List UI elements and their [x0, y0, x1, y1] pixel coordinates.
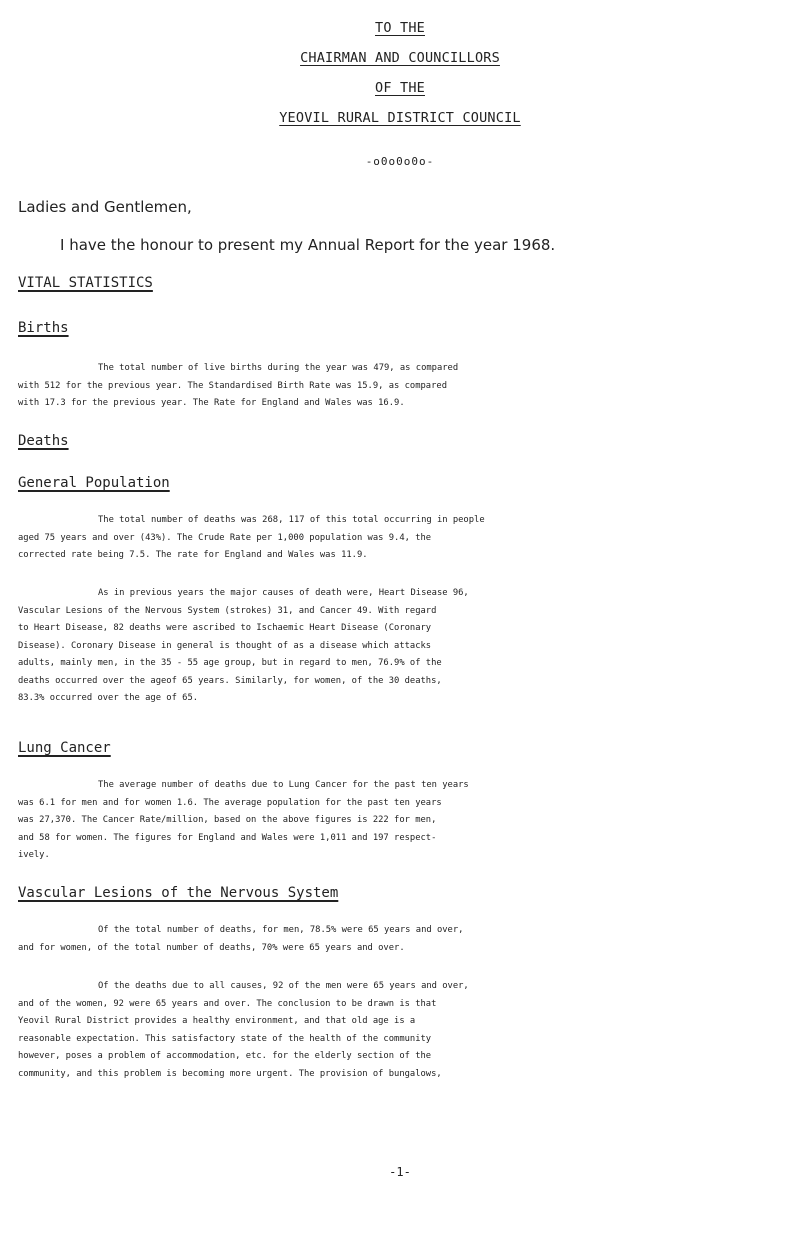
general-population-paragraph-1: [18, 512, 798, 565]
header-chairman-councillors: CHAIRMAN AND COUNCILLORS: [300, 50, 500, 66]
header-to-the: TO THE: [375, 20, 425, 36]
vascular-lesions-p2-line-5: however, poses a problem of accommodation, etc. for the elderly section of the: [18, 1051, 432, 1061]
general-population-p1-line-1: The total number of deaths was 268, 117 of this total occurring in people: [98, 515, 485, 525]
vascular-lesions-p2-line-6: community, and this problem is becoming more urgent. The provision of bungalows,: [18, 1068, 442, 1079]
general-population-p2-line-3: to Heart Disease, 82 deaths were ascribed to Ischaemic Heart Disease (Coronary: [18, 623, 432, 633]
lung-cancer-heading: Lung Cancer: [18, 740, 111, 756]
lung-cancer-line-1: The average number of deaths due to Lung Cancer for the past ten years: [98, 780, 469, 790]
general-population-p1-line-3: corrected rate being 7.5. The rate for England and Wales was 11.9.: [18, 550, 368, 560]
salutation: Ladies and Gentlemen,: [18, 198, 192, 216]
vascular-lesions-p2-line-3: Yeovil Rural District provides a healthy environment, and that old age is a: [18, 1016, 416, 1026]
general-population-p2-line-2: Vascular Lesions of the Nervous System (strokes) 31, and Cancer 49. With regard: [18, 605, 437, 616]
lung-cancer-line-4: and 58 for women. The figures for England and Wales were 1,011 and 197 respect-: [18, 832, 437, 843]
page-number: -1-: [389, 1165, 411, 1179]
general-population-p2-line-5: adults, mainly men, in the 35 - 55 age group, but in regard to men, 76.9% of the: [18, 658, 442, 668]
lung-cancer-line-3: was 27,370. The Cancer Rate/million, based on the above figures is 222 for men,: [18, 815, 437, 825]
births-line-3: with 17.3 for the previous year. The Rate for England and Wales was 16.9.: [18, 398, 405, 408]
general-population-p2-line-1: As in previous years the major causes of death were, Heart Disease 96,: [98, 588, 469, 598]
vascular-lesions-p1-line-1: Of the total number of deaths, for men, 78.5% were 65 years and over,: [98, 925, 464, 935]
intro-sentence: I have the honour to present my Annual Report for the year 1968.: [60, 236, 556, 254]
general-population-p2-line-6: deaths occurred over the ageof 65 years. Similarly, for women, of the 30 deaths,: [18, 675, 442, 686]
vascular-lesions-p2-line-2: and of the women, 92 were 65 years and over. The conclusion to be drawn is that: [18, 998, 437, 1009]
general-population-paragraph-2: [18, 585, 798, 708]
vascular-lesions-p2-line-1: Of the deaths due to all causes, 92 of the men were 65 years and over,: [98, 981, 469, 991]
births-line-1: The total number of live births during the year was 479, as compared: [98, 363, 459, 373]
vascular-lesions-p2-line-4: reasonable expectation. This satisfactory state of the health of the community: [18, 1033, 432, 1044]
deaths-heading: Deaths: [18, 433, 69, 449]
general-population-p1-line-2: aged 75 years and over (43%). The Crude Rate per 1,000 population was 9.4, the: [18, 532, 432, 543]
births-paragraph: [18, 360, 798, 413]
births-heading: Births: [18, 320, 69, 336]
lung-cancer-paragraph: [18, 777, 798, 865]
general-population-heading: General Population: [18, 475, 170, 491]
births-line-2: with 512 for the previous year. The Standardised Birth Rate was 15.9, as compared: [18, 380, 447, 391]
vital-statistics-heading: VITAL STATISTICS: [18, 275, 153, 291]
header-council-name: YEOVIL RURAL DISTRICT COUNCIL: [279, 110, 521, 126]
lung-cancer-line-5: ively.: [18, 850, 50, 860]
vascular-lesions-paragraph-2: [18, 978, 798, 1083]
general-population-p2-line-7: 83.3% occurred over the age of 65.: [18, 693, 199, 703]
vascular-lesions-p1-line-2: and for women, of the total number of deaths, 70% were 65 years and over.: [18, 942, 405, 953]
lung-cancer-line-2: was 6.1 for men and for women 1.6. The average population for the past ten years: [18, 797, 442, 808]
vascular-lesions-paragraph-1: [18, 922, 798, 957]
vascular-lesions-heading: Vascular Lesions of the Nervous System: [18, 885, 339, 901]
header-of-the: OF THE: [375, 80, 425, 96]
header-separator: -o0o0o0o-: [365, 155, 435, 168]
general-population-p2-line-4: Disease). Coronary Disease in general is thought of as a disease which attacks: [18, 640, 432, 651]
